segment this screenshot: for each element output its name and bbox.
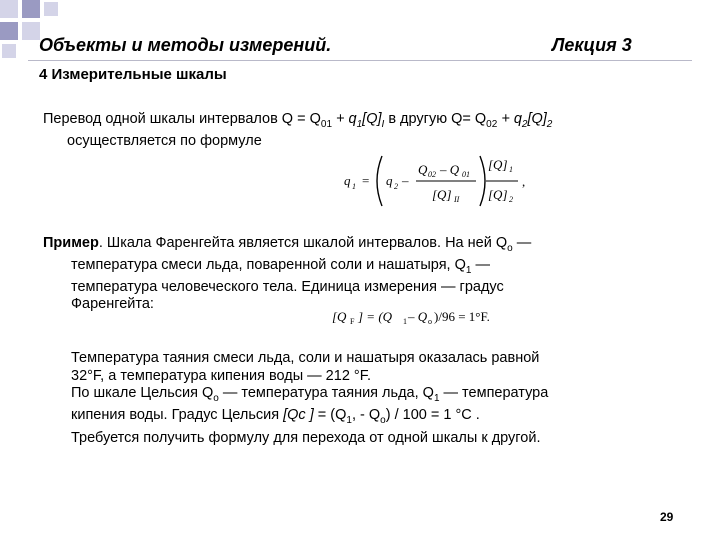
title-divider	[28, 60, 692, 61]
svg-text:Q: Q	[418, 162, 428, 177]
svg-text:)/96 = 1°F.: )/96 = 1°F.	[434, 309, 490, 324]
deco-square	[2, 44, 16, 58]
example-line-2: температура смеси льда, поваренной соли и нашатыря, $Q_1$ —	[71, 256, 490, 276]
deco-square	[0, 0, 18, 18]
svg-text:[Q: [Q	[332, 309, 347, 324]
problem-line-5: Требуется получить формулу для перехода от одной шкалы к другой.	[71, 429, 541, 446]
svg-text:1: 1	[509, 165, 513, 174]
example-line-1: Пример. Шкала Фаренгейта является шкалой интервалов. На ней $Q_o$ —	[43, 235, 532, 254]
svg-text:II: II	[454, 195, 460, 204]
example-line-3: температура человеческого тела. Единица измерения — градус	[71, 278, 504, 295]
problem-line-1: Температура таяния смеси льда, соли и нашатыря оказалась равной	[71, 350, 540, 366]
problem-paragraph	[71, 350, 681, 447]
problem-line-4: кипения воды. Градус Цельсия [Qc ] = ($Q_1$, - $Q_o) / 100 = 1$ °C .	[71, 407, 480, 427]
slide-title: Объекты и методы измерений.	[39, 35, 332, 55]
svg-text:=: =	[362, 173, 370, 188]
formula-lhs: q	[344, 173, 351, 188]
fahrenheit-unit-formula	[330, 303, 510, 329]
svg-text:q: q	[386, 173, 393, 188]
svg-text:[Q]: [Q]	[432, 187, 452, 202]
intro-line-2: осуществляется по формуле	[67, 132, 262, 149]
svg-text:02: 02	[428, 170, 436, 179]
svg-text:o: o	[428, 317, 432, 326]
svg-text:] = (Q: ] = (Q	[358, 309, 393, 324]
svg-text:– Q: – Q	[408, 309, 428, 324]
problem-line-3: По шкале Цельсия $Q_o$ — температура таяния льда, $Q_1$ — температура	[71, 385, 549, 404]
svg-text:[Q]: [Q]	[488, 157, 508, 172]
deco-square	[22, 0, 40, 18]
intro-paragraph	[43, 111, 552, 150]
intro-line-1: Перевод одной шкалы интервалов $Q = Q_{01} + q_1[Q]_I$ в другую $Q= Q_{02} + q_2[Q]_2$	[43, 111, 553, 130]
problem-line-2: 32°F, а температура кипения воды — 212 °F.	[71, 367, 371, 384]
lecture-label: Лекция 3	[552, 35, 632, 55]
deco-square	[0, 22, 18, 40]
example-line-4: Фаренгейта:	[71, 295, 154, 312]
example-paragraph	[43, 235, 673, 313]
svg-text:–: –	[402, 173, 409, 188]
conversion-formula	[342, 150, 542, 212]
svg-text:2: 2	[509, 195, 513, 204]
svg-text:1: 1	[403, 317, 407, 326]
deco-square	[22, 22, 40, 40]
svg-text:1: 1	[352, 182, 356, 191]
page-number: 29	[660, 510, 674, 524]
svg-text:01: 01	[462, 170, 470, 179]
svg-text:2: 2	[394, 182, 398, 191]
svg-text:[Q]: [Q]	[488, 187, 508, 202]
svg-text:– Q: – Q	[440, 162, 460, 177]
svg-text:F: F	[350, 317, 355, 326]
svg-text:,: ,	[522, 174, 526, 189]
deco-square	[44, 2, 58, 16]
section-heading: 4 Измерительные шкалы	[39, 66, 227, 83]
